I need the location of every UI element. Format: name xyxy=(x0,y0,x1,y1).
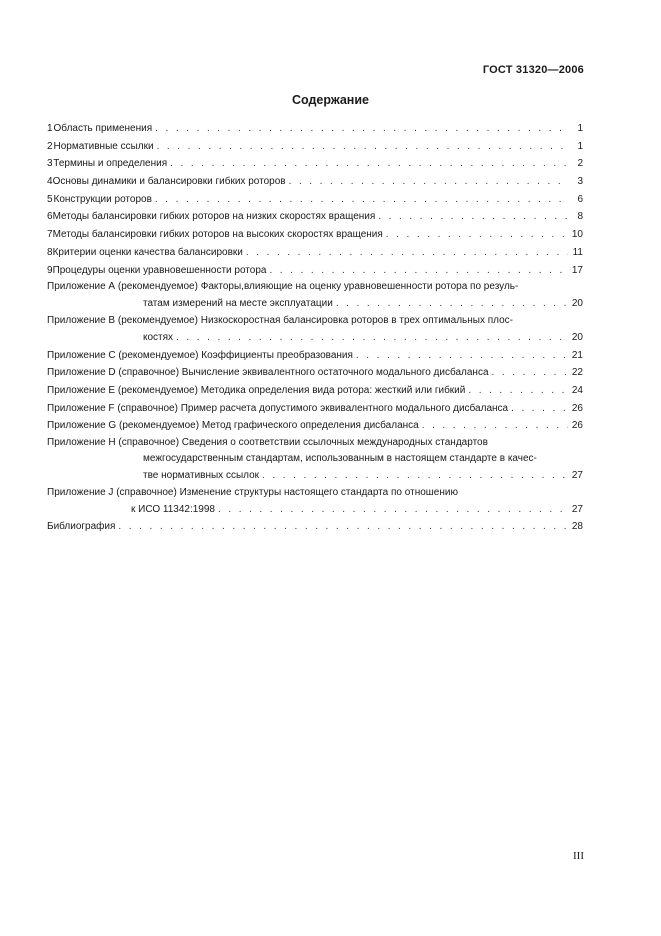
toc-annex-h[interactable] xyxy=(47,435,583,485)
toc-item-page: 1 xyxy=(577,123,583,134)
toc-annex-a[interactable] xyxy=(47,279,583,313)
annex-title-line: Приложение D (справочное) Вычисление эквивалентного остаточного модального дисбаланса xyxy=(47,367,489,379)
leader-dots xyxy=(336,295,568,313)
leader-dots xyxy=(176,329,568,347)
toc-item-page: 8 xyxy=(577,211,583,223)
toc-bibliography[interactable] xyxy=(47,518,583,536)
leader-dots xyxy=(492,364,568,382)
annex-title-line: межгосударственным стандартам, использованным в настоящем стандарте в качес- xyxy=(143,453,537,464)
leader-dots xyxy=(262,467,568,485)
toc-item-page: 24 xyxy=(571,384,583,396)
annex-title-line: Приложение В (рекомендуемое) Низкоскоростная балансировка роторов в трех оптимальных плос- xyxy=(47,314,514,326)
toc-item-page: 27 xyxy=(571,503,583,515)
toc-item-page: 17 xyxy=(571,264,583,276)
toc-item-label: Методы балансировки гибких роторов на высоких скоростях вращения xyxy=(52,229,383,241)
leader-dots xyxy=(157,138,568,156)
annex-title-line: тве нормативных ссылок xyxy=(143,470,260,481)
annex-title-line: Приложение G (рекомендуемое) Метод графического определения дисбаланса xyxy=(47,420,419,432)
annex-title-line: костях xyxy=(143,331,174,343)
toc-item[interactable] xyxy=(47,138,583,156)
toc-annex-b[interactable] xyxy=(47,313,583,347)
toc-item-page: 27 xyxy=(571,470,583,481)
leader-dots xyxy=(269,262,568,280)
toc-item-label: Конструкции роторов xyxy=(53,193,152,205)
toc-item[interactable] xyxy=(47,173,583,191)
annex-title-line: Приложение С (рекомендуемое) Коэффициенты преобразования xyxy=(47,349,353,361)
toc-item-label: Термины и определения xyxy=(53,158,168,170)
toc-item[interactable] xyxy=(47,244,583,262)
toc-item-label: Основы динамики и балансировки гибких роторов xyxy=(52,176,286,188)
toc-item[interactable] xyxy=(47,155,583,173)
leader-dots xyxy=(155,191,568,209)
toc-item-number: 7 xyxy=(47,229,53,241)
toc-item[interactable] xyxy=(47,191,583,209)
toc-item[interactable] xyxy=(47,262,583,280)
toc-item-page: 3 xyxy=(577,176,583,188)
toc-item-page: 6 xyxy=(577,193,583,205)
toc-annex-g[interactable] xyxy=(47,417,583,435)
toc-item-label: Нормативные ссылки xyxy=(53,140,154,152)
toc-item-number: 8 xyxy=(47,246,53,258)
toc-item-number: 6 xyxy=(47,211,53,223)
annex-title-line: к ИСО 11342:1998 xyxy=(131,503,215,515)
toc-annex-f[interactable] xyxy=(47,400,583,418)
toc-item-page: 26 xyxy=(571,402,583,414)
toc-item-number: 4 xyxy=(47,176,53,188)
toc-item-number: 3 xyxy=(47,158,53,170)
standard-number: ГОСТ 31320—2006 xyxy=(482,64,584,76)
toc-annex-e[interactable] xyxy=(47,382,583,400)
leader-dots xyxy=(289,173,568,191)
leader-dots xyxy=(378,208,568,226)
leader-dots xyxy=(118,518,568,536)
toc-item-number: 9 xyxy=(47,264,53,276)
toc-item[interactable] xyxy=(47,208,583,226)
toc-item-page: 20 xyxy=(571,298,583,310)
annex-title-line: Приложение А (рекомендуемое) Факторы,влияющие на оценку уравновешенности ротора по резуль- xyxy=(47,281,519,293)
annex-title-line: Приложение Е (рекомендуемое) Методика определения вида ротора: жесткий или гибкий xyxy=(47,384,466,396)
leader-dots xyxy=(386,226,568,244)
toc-item-number: 1 xyxy=(47,123,53,134)
toc-item-page: 1 xyxy=(577,140,583,152)
leader-dots xyxy=(511,400,568,418)
leader-dots xyxy=(468,382,568,400)
toc-item-label: Область применения xyxy=(53,123,153,134)
toc-item-label: Критерии оценки качества балансировки xyxy=(52,246,243,258)
toc-item-page: 20 xyxy=(571,331,583,343)
toc-annex-c[interactable] xyxy=(47,347,583,365)
annex-title-line: Приложение F (справочное) Пример расчета допустимого эквивалентного модального дисбаланса xyxy=(47,402,509,414)
toc-item[interactable] xyxy=(47,120,583,138)
annex-title-line: Приложение Н (справочное) Сведения о соответствии ссылочных международных стандартов xyxy=(47,437,488,448)
toc-item-number: 5 xyxy=(47,193,53,205)
toc-item-page: 22 xyxy=(571,367,583,379)
leader-dots xyxy=(356,347,568,365)
annex-title-line: татам измерений на месте эксплуатации xyxy=(143,298,333,310)
toc-item-page: 26 xyxy=(571,420,583,432)
toc-item[interactable] xyxy=(47,226,583,244)
toc-annex-d[interactable] xyxy=(47,364,583,382)
page-folio: III xyxy=(573,850,584,862)
toc-item-label: Процедуры оценки уравновешенности ротора xyxy=(52,264,267,276)
toc-item-number: 2 xyxy=(47,140,53,152)
page-title: Содержание xyxy=(291,93,369,107)
leader-dots xyxy=(218,501,568,519)
annex-title-line: Приложение J (справочное) Изменение структуры настоящего стандарта по отношению xyxy=(47,486,458,498)
toc-item-page: 2 xyxy=(577,158,583,170)
toc-annex-j[interactable] xyxy=(47,485,583,519)
table-of-contents xyxy=(47,120,583,536)
leader-dots xyxy=(422,417,568,435)
leader-dots xyxy=(170,155,568,173)
toc-item-page: 11 xyxy=(572,246,583,258)
leader-dots xyxy=(155,120,568,138)
toc-item-label: Методы балансировки гибких роторов на низких скоростях вращения xyxy=(52,211,376,223)
toc-item-page: 28 xyxy=(571,521,583,533)
toc-item-label: Библиография xyxy=(47,521,116,533)
toc-item-page: 21 xyxy=(571,349,583,361)
leader-dots xyxy=(246,244,568,262)
toc-item-page: 10 xyxy=(571,229,583,241)
